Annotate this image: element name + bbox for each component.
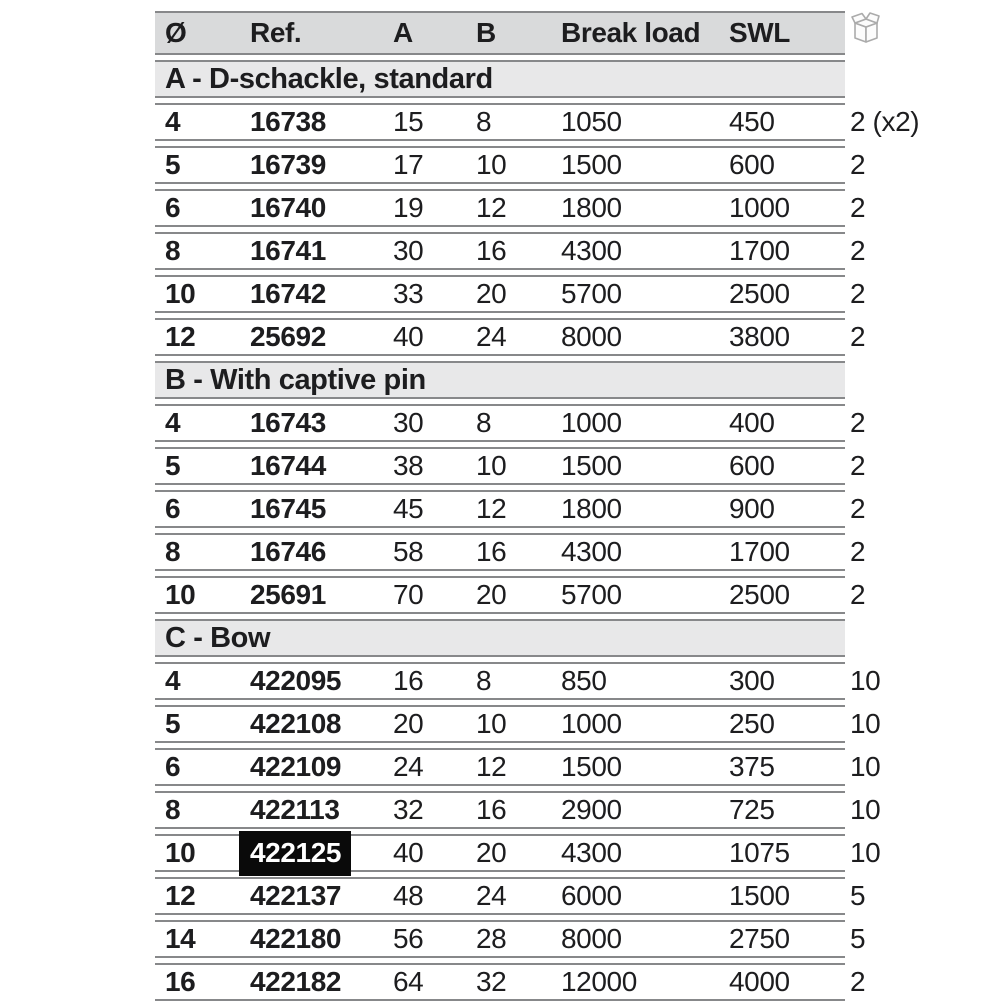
a-value: 64 <box>380 963 461 1001</box>
swl-value: 2500 <box>716 275 839 313</box>
swl-value: 900 <box>716 490 839 528</box>
a-value: 45 <box>380 490 461 528</box>
table-row <box>155 834 845 872</box>
ref-value: 25692 <box>250 321 326 352</box>
break-load-value: 850 <box>548 662 716 700</box>
pack-qty-value: 2 <box>839 318 845 356</box>
pack-qty-value: 2 <box>839 232 845 270</box>
diameter-value: 10 <box>155 576 240 614</box>
column-header-diameter: Ø <box>155 11 240 55</box>
diameter-value: 12 <box>155 877 240 915</box>
pack-qty-value: 2 <box>839 447 845 485</box>
column-header-break-load: Break load <box>548 11 716 55</box>
a-value: 16 <box>380 662 461 700</box>
shackle-spec-table <box>155 6 920 1006</box>
a-value: 24 <box>380 748 461 786</box>
section-header-row <box>155 60 845 98</box>
ref-value: 16739 <box>250 149 326 180</box>
break-load-value: 6000 <box>548 877 716 915</box>
b-value: 12 <box>461 748 548 786</box>
pack-qty-value: 10 <box>839 834 845 872</box>
swl-value: 725 <box>716 791 839 829</box>
section-title: C - Bow <box>155 619 845 657</box>
break-load-value: 8000 <box>548 920 716 958</box>
ref-value: 16740 <box>250 192 326 223</box>
swl-value: 300 <box>716 662 839 700</box>
table-row <box>155 447 845 485</box>
swl-value: 600 <box>716 447 839 485</box>
a-value: 30 <box>380 232 461 270</box>
swl-value: 3800 <box>716 318 839 356</box>
section-header-row <box>155 361 845 399</box>
ref-value: 16745 <box>250 493 326 524</box>
b-value: 20 <box>461 275 548 313</box>
swl-value: 2750 <box>716 920 839 958</box>
break-load-value: 4300 <box>548 834 716 872</box>
a-value: 33 <box>380 275 461 313</box>
swl-value: 450 <box>716 103 839 141</box>
a-value: 70 <box>380 576 461 614</box>
b-value: 10 <box>461 146 548 184</box>
a-value: 48 <box>380 877 461 915</box>
pack-qty-value: 2 <box>839 490 845 528</box>
a-value: 38 <box>380 447 461 485</box>
b-value: 16 <box>461 791 548 829</box>
a-value: 17 <box>380 146 461 184</box>
diameter-value: 14 <box>155 920 240 958</box>
column-header-b: B <box>461 11 548 55</box>
ref-value: 422125 <box>239 831 351 876</box>
ref-value: 422180 <box>250 923 342 954</box>
b-value: 8 <box>461 404 548 442</box>
ref-value: 16746 <box>250 536 326 567</box>
diameter-value: 10 <box>155 275 240 313</box>
pack-qty-value: 2 (x2) <box>839 103 845 141</box>
table-row <box>155 490 845 528</box>
a-value: 20 <box>380 705 461 743</box>
break-load-value: 1500 <box>548 748 716 786</box>
swl-value: 1500 <box>716 877 839 915</box>
column-header-swl: SWL <box>716 11 839 55</box>
break-load-value: 2900 <box>548 791 716 829</box>
table-row <box>155 533 845 571</box>
break-load-value: 1050 <box>548 103 716 141</box>
b-value: 32 <box>461 963 548 1001</box>
pack-qty-value: 10 <box>839 705 845 743</box>
swl-value: 1700 <box>716 232 839 270</box>
pack-qty-value: 2 <box>839 576 845 614</box>
diameter-value: 4 <box>155 404 240 442</box>
ref-value: 422108 <box>250 708 342 739</box>
break-load-value: 12000 <box>548 963 716 1001</box>
break-load-value: 4300 <box>548 232 716 270</box>
a-value: 40 <box>380 834 461 872</box>
b-value: 28 <box>461 920 548 958</box>
a-value: 58 <box>380 533 461 571</box>
diameter-value: 8 <box>155 232 240 270</box>
b-value: 16 <box>461 232 548 270</box>
pack-qty-value: 10 <box>839 791 845 829</box>
ref-value: 16741 <box>250 235 326 266</box>
table-row <box>155 275 845 313</box>
pack-qty-value: 2 <box>839 404 845 442</box>
swl-value: 375 <box>716 748 839 786</box>
break-load-value: 1800 <box>548 189 716 227</box>
pack-qty-value: 5 <box>839 920 845 958</box>
swl-value: 250 <box>716 705 839 743</box>
table-row <box>155 920 845 958</box>
column-header-pack-qty <box>839 11 845 55</box>
swl-value: 1700 <box>716 533 839 571</box>
b-value: 16 <box>461 533 548 571</box>
b-value: 10 <box>461 447 548 485</box>
column-header-ref: Ref. <box>240 11 380 55</box>
pack-qty-value: 2 <box>839 189 845 227</box>
ref-value: 16744 <box>250 450 326 481</box>
diameter-value: 8 <box>155 533 240 571</box>
table-row <box>155 705 845 743</box>
pack-qty-value: 10 <box>839 662 845 700</box>
b-value: 24 <box>461 877 548 915</box>
catalog-table-body <box>155 11 920 1001</box>
ref-value: 16743 <box>250 407 326 438</box>
table-row <box>155 103 845 141</box>
pack-qty-value: 2 <box>839 963 845 1001</box>
break-load-value: 4300 <box>548 533 716 571</box>
ref-value: 422182 <box>250 966 342 997</box>
diameter-value: 10 <box>155 834 240 872</box>
table-row <box>155 963 845 1001</box>
swl-value: 2500 <box>716 576 839 614</box>
b-value: 10 <box>461 705 548 743</box>
a-value: 56 <box>380 920 461 958</box>
b-value: 20 <box>461 576 548 614</box>
diameter-value: 5 <box>155 146 240 184</box>
break-load-value: 1000 <box>548 404 716 442</box>
swl-value: 1000 <box>716 189 839 227</box>
b-value: 12 <box>461 189 548 227</box>
ref-value: 16742 <box>250 278 326 309</box>
break-load-value: 1500 <box>548 447 716 485</box>
swl-value: 600 <box>716 146 839 184</box>
ref-value: 25691 <box>250 579 326 610</box>
table-row <box>155 791 845 829</box>
diameter-value: 12 <box>155 318 240 356</box>
ref-value: 422095 <box>250 665 342 696</box>
ref-value: 422113 <box>250 794 340 825</box>
a-value: 30 <box>380 404 461 442</box>
catalog-table <box>155 6 920 1006</box>
table-row <box>155 318 845 356</box>
pack-qty-value: 2 <box>839 275 845 313</box>
swl-value: 4000 <box>716 963 839 1001</box>
diameter-value: 8 <box>155 791 240 829</box>
table-row <box>155 576 845 614</box>
break-load-value: 8000 <box>548 318 716 356</box>
diameter-value: 6 <box>155 189 240 227</box>
diameter-value: 5 <box>155 705 240 743</box>
diameter-value: 4 <box>155 103 240 141</box>
b-value: 8 <box>461 103 548 141</box>
pack-qty-value: 5 <box>839 877 845 915</box>
section-title: A - D-schackle, standard <box>155 60 845 98</box>
break-load-value: 1000 <box>548 705 716 743</box>
swl-value: 400 <box>716 404 839 442</box>
break-load-value: 5700 <box>548 275 716 313</box>
section-header-row <box>155 619 845 657</box>
package-box-icon <box>850 9 882 53</box>
a-value: 15 <box>380 103 461 141</box>
diameter-value: 6 <box>155 490 240 528</box>
table-row <box>155 877 845 915</box>
section-title: B - With captive pin <box>155 361 845 399</box>
table-row <box>155 146 845 184</box>
b-value: 24 <box>461 318 548 356</box>
ref-value: 16738 <box>250 106 326 137</box>
column-header-a: A <box>380 11 461 55</box>
break-load-value: 5700 <box>548 576 716 614</box>
a-value: 32 <box>380 791 461 829</box>
b-value: 20 <box>461 834 548 872</box>
b-value: 12 <box>461 490 548 528</box>
swl-value: 1075 <box>716 834 839 872</box>
table-row <box>155 748 845 786</box>
diameter-value: 6 <box>155 748 240 786</box>
table-row <box>155 189 845 227</box>
b-value: 8 <box>461 662 548 700</box>
break-load-value: 1800 <box>548 490 716 528</box>
diameter-value: 16 <box>155 963 240 1001</box>
break-load-value: 1500 <box>548 146 716 184</box>
ref-value: 422109 <box>250 751 342 782</box>
pack-qty-value: 2 <box>839 533 845 571</box>
a-value: 19 <box>380 189 461 227</box>
pack-qty-value: 10 <box>839 748 845 786</box>
pack-qty-value: 2 <box>839 146 845 184</box>
a-value: 40 <box>380 318 461 356</box>
table-row <box>155 232 845 270</box>
diameter-value: 5 <box>155 447 240 485</box>
table-row <box>155 662 845 700</box>
diameter-value: 4 <box>155 662 240 700</box>
ref-value: 422137 <box>250 880 342 911</box>
table-header-row <box>155 11 845 55</box>
table-row <box>155 404 845 442</box>
